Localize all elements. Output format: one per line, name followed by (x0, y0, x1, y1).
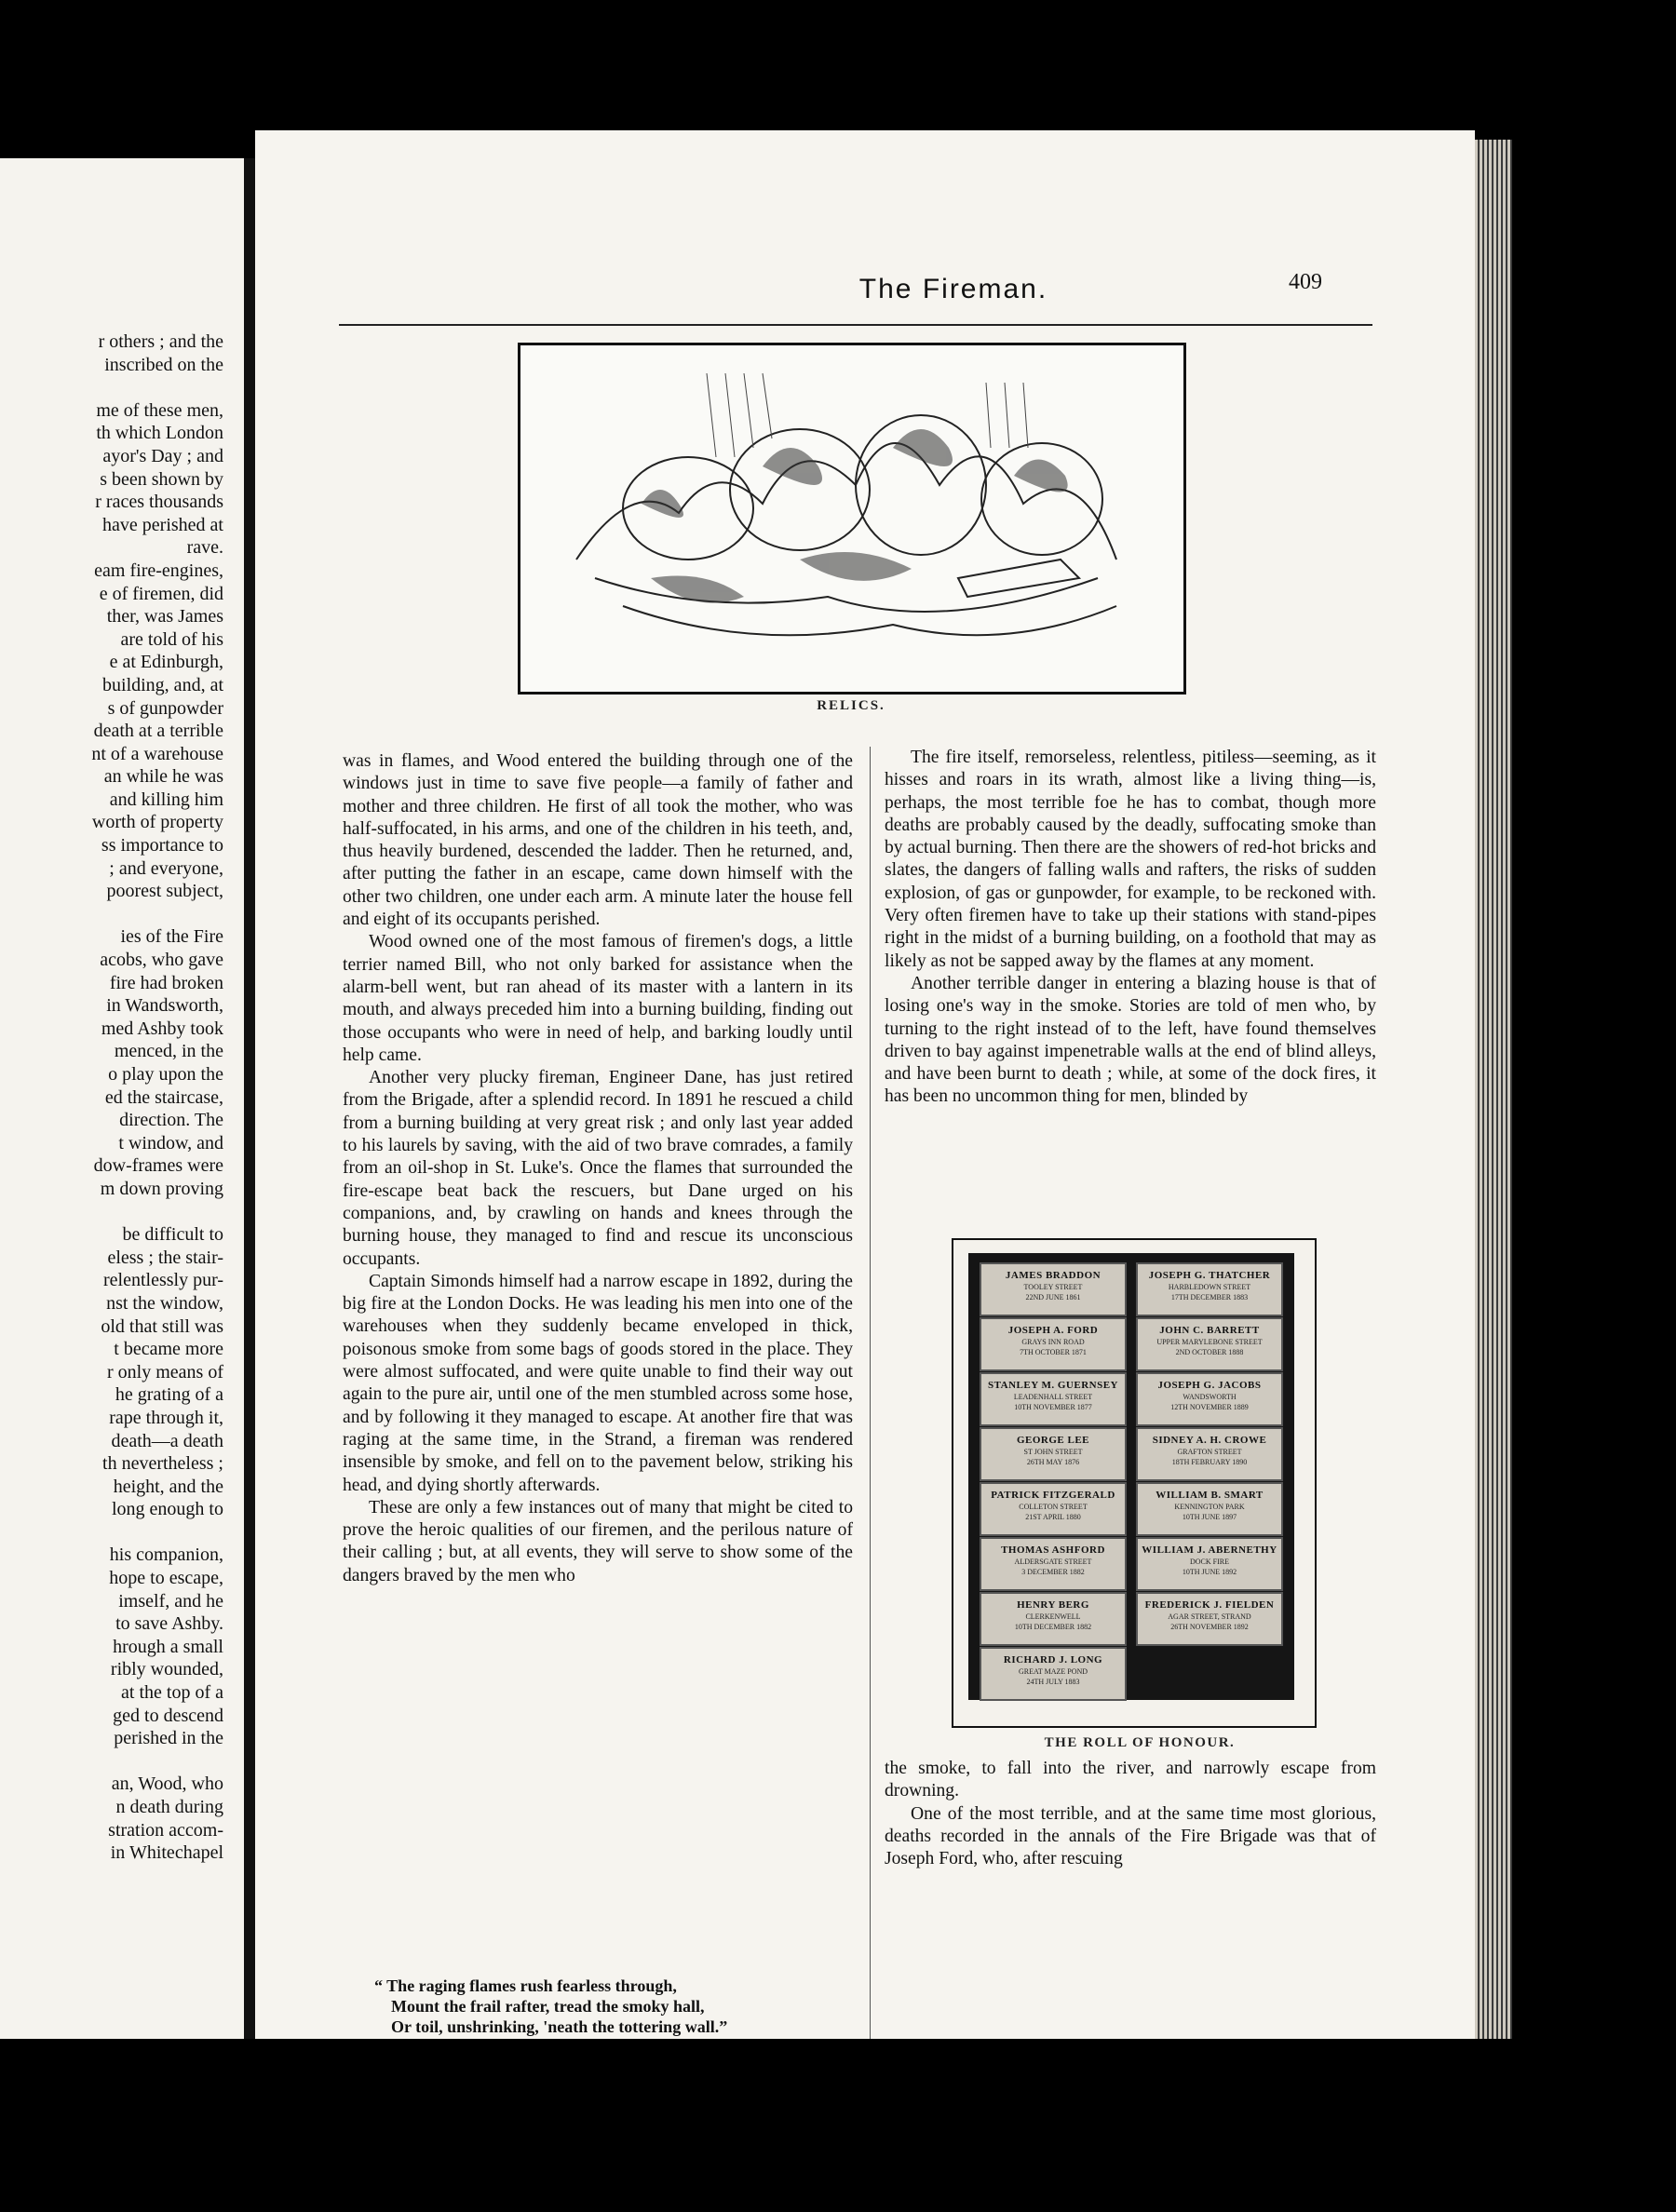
left-page-line: be difficult to (122, 1224, 223, 1246)
plaque-name: WILLIAM J. ABERNETHY (1142, 1544, 1277, 1556)
roll-of-honour-caption: THE ROLL OF HONOUR. (1044, 1735, 1236, 1750)
memorial-plaque (980, 1262, 1127, 1316)
paragraph: Another terrible danger in entering a blazing house is that of losing one's way in the smoke. Stories are told of men who, by turning to the right instead of to the left, have found themselves driven to bay against impenetrable walls at the end of blind alleys, and have been burnt to death ; while, at some of the dock fires, it has been no uncommon thing for men, blinded by (885, 973, 1376, 1107)
left-page-line: med Ashby took (101, 1018, 223, 1039)
plaque-line1: TOOLEY STREET (1023, 1283, 1083, 1291)
plaque-line2: 26TH NOVEMBER 1892 (1170, 1623, 1249, 1631)
left-page-line: ies of the Fire (120, 926, 223, 948)
plaque-line2: 21ST APRIL 1880 (1025, 1513, 1081, 1521)
left-page-line: worth of property (91, 812, 223, 833)
plaque-name: JOSEPH G. THATCHER (1148, 1270, 1271, 1281)
left-page-line: fire had broken (109, 972, 223, 993)
paragraph: Wood owned one of the most famous of firemen's dogs, a little terrier named Bill, who not only barked for assistance when the alarm-bell went, but ran ahead of its master with a lantern in its mouth, and always preceded him into a burning building, finding out those occupants who were in need of help, and barking loudly until help came. (343, 932, 853, 1065)
article-column-2 (885, 747, 1376, 1109)
memorial-plaque (1136, 1537, 1283, 1591)
left-page-line: dow-frames were (93, 1155, 223, 1177)
left-page-line: poorest subject, (106, 881, 223, 902)
memorial-plaque (980, 1482, 1127, 1536)
plaque-line1: ST JOHN STREET (1023, 1448, 1083, 1456)
left-page-line: old that still was (101, 1315, 223, 1337)
left-page-line: ribly wounded, (110, 1659, 223, 1680)
plaque-line2: 12TH NOVEMBER 1889 (1170, 1403, 1249, 1411)
plaque-line1: GRAFTON STREET (1177, 1448, 1242, 1456)
plaque-line2: 26TH MAY 1876 (1026, 1458, 1080, 1466)
plaque-name: GEORGE LEE (1016, 1435, 1090, 1446)
plaque-line2: 3 DECEMBER 1882 (1021, 1568, 1085, 1576)
memorial-plaque (1136, 1427, 1283, 1481)
left-page-line: ther, was James (106, 606, 223, 627)
plaque-line1: UPPER MARYLEBONE STREET (1156, 1338, 1263, 1346)
left-page-line: rape through it, (109, 1407, 223, 1428)
plaque-line2: 22ND JUNE 1861 (1025, 1293, 1081, 1302)
left-page-line: r others ; and the (98, 331, 223, 352)
left-page-line: n death during (115, 1797, 223, 1817)
plaque-line1: HARBLEDOWN STREET (1168, 1283, 1251, 1291)
plaque-line1: KENNINGTON PARK (1174, 1503, 1245, 1511)
relics-caption: RELICS. (817, 698, 885, 713)
plaque-line1: GREAT MAZE POND (1018, 1667, 1088, 1676)
plaque-line1: AGAR STREET, STRAND (1168, 1612, 1251, 1621)
memorial-plaque (1136, 1262, 1283, 1316)
left-page-line: and killing him (109, 789, 223, 810)
memorial-plaque (980, 1317, 1127, 1371)
right-page (255, 130, 1475, 2039)
paragraph: Another very plucky fireman, Engineer Dane, has just retired from the Brigade, after a splendid record. In 1891 he rescued a child from a burning building at very great risk ; and only last year added to his laurels by saving, with the aid of two brave comrades, a family from an oil-shop in St. Luke's. Once the flames that surrounded the fire-escape beat back the rescuers, but Dane urged on his companions, and, by crawling on hands and knees through the burning house, they managed to find and rescue its unconscious occupants. (343, 1068, 853, 1269)
left-page-line: nst the window, (106, 1292, 223, 1314)
left-page-line: s of gunpowder (107, 697, 223, 719)
left-page-line: at the top of a (121, 1682, 223, 1704)
left-page-line: menced, in the (114, 1041, 223, 1062)
left-page-line (0, 903, 223, 926)
left-page-fragment (0, 158, 244, 2039)
left-page-line: ed the staircase, (104, 1086, 223, 1108)
left-page-line: me of these men, (96, 399, 223, 421)
left-page-line: direction. The (119, 1110, 223, 1131)
left-page-line: e at Edinburgh, (109, 652, 223, 673)
memorial-plaque (1136, 1317, 1283, 1371)
left-page-line: th which London (96, 423, 223, 444)
left-page-line: r races thousands (95, 492, 223, 513)
page-number: 409 (1289, 270, 1322, 294)
left-page-line: building, and, at (102, 674, 223, 695)
left-page-line (0, 1201, 223, 1224)
column-divider (870, 747, 871, 2039)
plaque-line2: 2ND OCTOBER 1888 (1175, 1348, 1244, 1356)
left-page-line: stration accom- (108, 1819, 223, 1841)
running-header-title: The Fireman. (858, 274, 1048, 304)
left-page-line: imself, and he (118, 1590, 223, 1612)
verse-line: Mount the frail rafter, tread the smoky hall, (391, 1997, 705, 2016)
plaque-line1: GRAYS INN ROAD (1021, 1338, 1085, 1346)
plaque-name: JAMES BRADDON (1005, 1270, 1102, 1281)
plaque-line1: DOCK FIRE (1189, 1558, 1229, 1566)
left-page-line (0, 1750, 223, 1774)
left-page-line: t became more (114, 1339, 223, 1360)
left-page-line: he grating of a (115, 1384, 223, 1406)
left-page-line (0, 1521, 223, 1544)
plaque-line2: 10TH JUNE 1897 (1182, 1513, 1237, 1521)
plaque-line1: COLLETON STREET (1019, 1503, 1088, 1511)
left-page-line: to save Ashby. (115, 1613, 223, 1635)
paragraph: One of the most terrible, and at the same time most glorious, deaths recorded in the annals of the Fire Brigade was that of Joseph Ford, who, after rescuing (885, 1803, 1376, 1869)
left-page-line: an, Wood, who (111, 1774, 223, 1795)
memorial-plaque (1136, 1592, 1283, 1646)
relics-sketch (520, 345, 1183, 692)
left-page-line: r only means of (107, 1361, 223, 1382)
memorial-plaque (1136, 1482, 1283, 1536)
left-page-line: rave. (186, 537, 223, 559)
left-page-line: ayor's Day ; and (102, 445, 223, 466)
left-page-line: in Wandsworth, (106, 995, 223, 1017)
left-page-line: acobs, who gave (100, 950, 223, 971)
plaque-line2: 17TH DECEMBER 1883 (1170, 1293, 1249, 1302)
plaque-name: RICHARD J. LONG (1003, 1654, 1103, 1666)
plaque-line2: 24TH JULY 1883 (1026, 1678, 1080, 1686)
paragraph: These are only a few instances out of many that might be cited to prove the heroic qualities of our firemen, and the perilous nature of their calling ; but, at all events, they will serve to show some of the dangers braved by the men who (343, 1497, 853, 1585)
left-page-line: eam fire-engines, (94, 560, 223, 581)
left-page-line: death—a death (111, 1430, 223, 1451)
plaque-line1: WANDSWORTH (1183, 1393, 1237, 1401)
memorial-plaque (1136, 1372, 1283, 1426)
plaque-name: SIDNEY A. H. CROWE (1152, 1435, 1267, 1446)
left-page-line: e of firemen, did (99, 583, 223, 604)
left-page-line (0, 376, 223, 399)
left-page-line: his companion, (109, 1544, 223, 1566)
memorial-plaque (980, 1647, 1127, 1701)
left-page-line: ss importance to (101, 835, 223, 856)
plaque-name: JOHN C. BARRETT (1159, 1325, 1260, 1336)
plaque-name: PATRICK FITZGERALD (991, 1490, 1115, 1501)
plaque-line1: CLERKENWELL (1025, 1612, 1081, 1621)
left-page-line: t window, and (118, 1132, 223, 1153)
memorial-plaque (980, 1537, 1127, 1591)
left-page-line: eless ; the stair- (107, 1247, 223, 1268)
verse-line: Or toil, unshrinking, 'neath the tottering wall.” (391, 2017, 728, 2036)
left-page-line: th nevertheless ; (102, 1453, 223, 1475)
left-page-line: ged to descend (113, 1705, 223, 1726)
left-page-line: in Whitechapel (110, 1842, 223, 1864)
left-page-line: inscribed on the (104, 354, 223, 375)
paragraph: was in flames, and Wood entered the building through one of the windows just in time to save five people—a family of father and mother and three children. He first of all took the mother, who was half-suffocated, in his arms, and one of the children in his teeth, and, thus heavily burdened, descended the ladder. Then he returned, and, after putting the father in an escape, came down himself with the other two children, one under each arm. A minute later the house fell and eight of its occupants perished. (343, 751, 853, 930)
paragraph: the smoke, to fall into the river, and narrowly escape from drowning. (885, 1759, 1376, 1801)
plaque-line2: 10TH DECEMBER 1882 (1014, 1623, 1092, 1631)
page-edges (1475, 140, 1512, 2039)
plaque-name: JOSEPH A. FORD (1007, 1325, 1099, 1336)
plaque-name: JOSEPH G. JACOBS (1157, 1380, 1262, 1391)
verse-line: “ The raging flames rush fearless through, (374, 1976, 677, 1995)
memorial-plaque (980, 1372, 1127, 1426)
relics-illustration (518, 343, 1186, 695)
article-column-3 (885, 1758, 1376, 1870)
paragraph: The fire itself, remorseless, relentless, pitiless—seeming, as it hisses and roars in its wrath, almost like a living thing—is, perhaps, the most terrible foe he has to combat, though more deaths are probably caused by the deadly, suffocating smoke than by actual burning. Then there are the showers of red-hot bricks and slates, the dangers of falling walls and rafters, the risks of sudden explosion, of gas or gunpowder, for example, to be reckoned with. Very often firemen have to take up their stations with stand-pipes right in the midst of a burning building, on a foothold that may as likely as not be sapped away by the flames at any moment. (885, 748, 1376, 971)
paragraph: Captain Simonds himself had a narrow escape in 1892, during the big fire at the London Docks. He was leading his men into one of the warehouses when they suddenly became enveloped in thick, poisonous smoke from some bags of goods stored in the place. They were almost suffocated, and were quite unable to find their way out again to the pure air, until one of the men stumbled across some hose, and by following it they managed to escape. At another fire that was raging at the same time, in the Strand, a fireman was rendered insensible by smoke, and fell on to the pavement below, striking his head, and dying shortly afterwards. (343, 1271, 853, 1495)
plaque-line1: ALDERSGATE STREET (1014, 1558, 1092, 1566)
left-page-line: o play upon the (108, 1064, 223, 1085)
plaque-name: FREDERICK J. FIELDEN (1144, 1599, 1275, 1611)
left-page-line: perished in the (114, 1728, 223, 1749)
left-page-line: nt of a warehouse (91, 743, 223, 764)
left-page-line: s been shown by (100, 468, 223, 490)
plaque-line2: 7TH OCTOBER 1871 (1020, 1348, 1087, 1356)
plaque-line2: 18TH FEBRUARY 1890 (1171, 1458, 1248, 1466)
plaque-name: THOMAS ASHFORD (1001, 1544, 1105, 1556)
memorial-board (968, 1253, 1294, 1700)
book-gutter (244, 158, 255, 2039)
roll-of-honour-illustration (952, 1238, 1317, 1728)
left-page-line: hope to escape, (109, 1568, 223, 1589)
left-page-line: hrough a small (113, 1636, 223, 1657)
left-page-line: height, and the (113, 1476, 223, 1497)
left-page-line: have perished at (102, 514, 223, 535)
left-page-line: relentlessly pur- (102, 1270, 223, 1291)
plaque-name: STANLEY M. GUERNSEY (988, 1380, 1118, 1391)
left-page-line: an while he was (103, 766, 223, 788)
plaque-line1: LEADENHALL STREET (1013, 1393, 1093, 1401)
memorial-plaque (980, 1592, 1127, 1646)
plaque-name: WILLIAM B. SMART (1156, 1490, 1264, 1501)
left-page-line: ; and everyone, (109, 857, 223, 879)
header-rule (339, 324, 1372, 326)
left-page-line: are told of his (120, 628, 223, 650)
left-page-column (0, 330, 223, 1865)
plaque-line2: 10TH NOVEMBER 1877 (1014, 1403, 1092, 1411)
left-page-line: m down proving (100, 1178, 223, 1199)
plaque-line2: 10TH JUNE 1892 (1182, 1568, 1237, 1576)
memorial-plaque (980, 1427, 1127, 1481)
article-column-1 (343, 750, 853, 1587)
left-page-line: long enough to (112, 1499, 223, 1520)
plaque-name: HENRY BERG (1017, 1599, 1089, 1611)
verse-quotation (374, 1976, 727, 2037)
left-page-line: death at a terrible (93, 721, 223, 742)
